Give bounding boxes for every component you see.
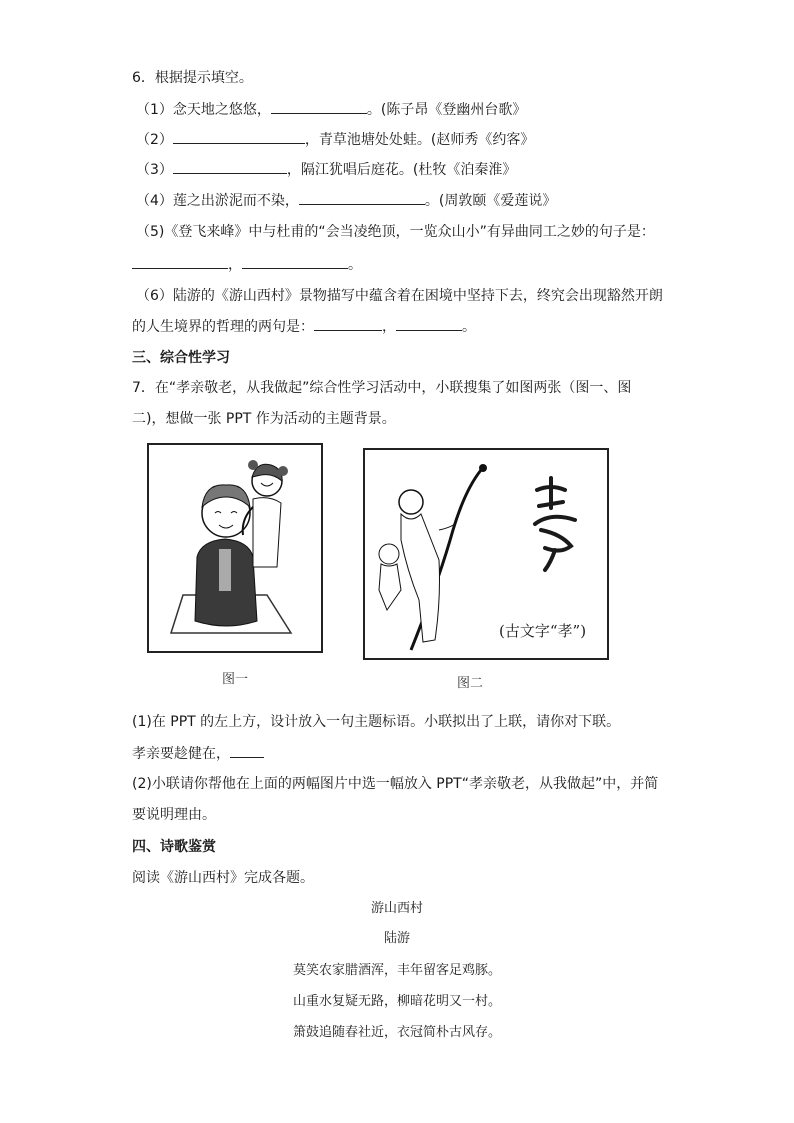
answer-blank[interactable] [242,254,348,269]
poem-line: 莫笑农家腊酒浑，丰年留客足鸡豚。 [292,963,501,978]
q7-sub-1: (1)在 PPT 的左上方，设计放入一句主题标语。小联拟出了上联，请你对下联。 [132,714,621,730]
q6-item-5-question: （5)《登飞来峰》中与杜甫的“会当凌绝顶，一览众山小”有异曲同工之妙的句子是： [136,224,655,240]
comma: ， [382,319,396,335]
q6-item-6-prefix: 的人生境界的哲理的两句是： [132,319,314,335]
q6-item-1-prefix: （1）念天地之悠悠， [136,102,271,118]
q7-sub-1-couplet [132,743,264,764]
q7-sub-2-line-2: 要说明理由。 [132,807,216,823]
answer-blank[interactable] [271,99,367,114]
q6-item-2-prefix: （2） [136,132,173,148]
q6-item-4 [136,190,556,211]
answer-blank[interactable] [173,129,305,144]
figure-2-caption: 图二 [457,676,484,691]
q6-item-3-source: ，隔江犹唱后庭花。(杜牧《泊秦淮》 [286,162,517,178]
reading-instruction: 阅读《游山西村》完成各题。 [132,870,314,886]
comma: ， [228,257,242,273]
answer-blank[interactable] [299,190,425,205]
question-7-line-2: 二)，想做一张 PPT 作为活动的主题背景。 [132,411,396,427]
figure-1-illustration [149,445,321,651]
q6-item-1-source: 。(陈子昂《登幽州台歌》 [366,102,527,118]
figure-1-frame [147,443,323,653]
q6-item-6-answers [132,316,476,337]
poem-author: 陆游 [383,931,410,946]
q6-item-5-answers [132,254,362,275]
period: 。 [462,319,476,335]
ancient-xiao-character [535,478,575,570]
figure-2-frame [363,448,609,660]
q7-sub-2-line-1: (2)小联请你帮他在上面的两幅图片中选一幅放入 PPT“孝亲敬老，从我做起”中，并简 [132,776,659,792]
q6-item-3-prefix: （3） [136,162,173,178]
q6-item-6-question: （6）陆游的《游山西村》景物描写中蕴含着在困境中坚持下去，终究会出现豁然开朗 [136,288,663,304]
q6-item-2 [136,129,534,150]
question-7-line-1: 7．在“孝亲敬老，从我做起”综合性学习活动中，小联搜集了如图两张（图一、图 [132,380,632,396]
answer-blank[interactable] [132,254,228,269]
q6-item-3 [136,159,516,180]
poem-line: 箫鼓追随春社近，衣冠简朴古风存。 [292,1025,501,1040]
upper-couplet: 孝亲要趁健在， [132,746,230,762]
answer-blank[interactable] [173,159,287,174]
q6-item-1 [136,99,526,120]
poem-line: 山重水复疑无路，柳暗花明又一村。 [292,994,501,1009]
period: 。 [348,257,362,273]
section-3-heading: 三、综合性学习 [132,350,230,366]
section-4-heading: 四、诗歌鉴赏 [132,839,216,855]
question-6-title: 6．根据提示填空。 [132,70,253,86]
poem-title: 游山西村 [370,901,423,916]
answer-blank[interactable] [314,316,382,331]
answer-blank[interactable] [230,743,264,758]
q6-item-2-source: ，青草池塘处处蛙。(赵师秀《约客》 [304,132,535,148]
answer-blank[interactable] [396,316,462,331]
figure-2-label: (古文字“孝”) [499,622,587,640]
q6-item-4-prefix: （4）莲之出淤泥而不染， [136,193,299,209]
figure-1-caption: 图一 [222,672,249,687]
q6-item-4-source: 。(周敦颐《爱莲说》 [424,193,557,209]
